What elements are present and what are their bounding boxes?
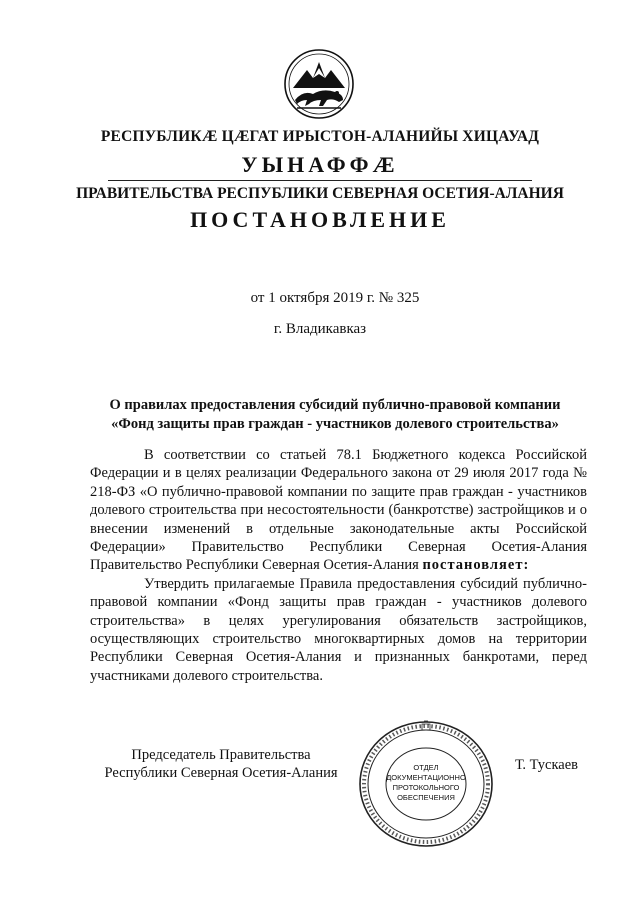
body-paragraph-1-text: В соответствии со статьей 78.1 Бюджетного кодекса Российской Федерации и в целях реализации Федерального закона от 29 июля 2017 года № 218-ФЗ «О публично-правовой компании по защите прав граждан - участников долевого строительства при несостоятельности (банкротстве) застройщиков и о внесении изменений в отдельные законодательные акты Российской Федерации» Правительство Республики Северная Осетия-Алания Правительство Республики Северная Осетия-Алания (90, 447, 587, 574)
resolution-keyword: постановляет: (422, 557, 530, 574)
signatory-position-line-1: Председатель Правительства (131, 747, 311, 763)
stamp-center-line-1: ОТДЕЛ (413, 763, 439, 772)
official-stamp-icon (356, 718, 496, 850)
signatory-position-line-2: Республики Северная Осетия-Алания (104, 765, 338, 781)
header-ossetian-line: РЕСПУБЛИКӔ ЦӔГАТ ИРЫСТОН-АЛАНИЙЫ ХИЦАУАД (100, 128, 540, 145)
signatory-position (90, 746, 352, 782)
header-russian-line: ПРАВИТЕЛЬСТВА РЕСПУБЛИКИ СЕВЕРНАЯ ОСЕТИЯ-АЛАНИЯ (76, 185, 564, 202)
body-paragraph-2: Утвердить прилагаемые Правила предоставления субсидий публично-правовой компании «Фонд защиты прав граждан - участников долевого строительства» в целях урегулирования обязательств застройщиков, осуществляющих строительство многоквартирных домов на территории Республики Северная Осетия-Алания и признанных банкротами, перед участниками долевого строительства. (90, 575, 587, 684)
header-ossetian-doc-type: УЫНАФФӔ (241, 152, 399, 177)
stamp-center-line-3: ПРОТОКОЛЬНОГО (392, 783, 460, 792)
document-date-number: от 1 октября 2019 г. № 325 (250, 290, 420, 306)
document-subject (90, 396, 580, 434)
stamp-center-line-4: ОБЕСПЕЧЕНИЯ (397, 793, 455, 802)
header-divider (108, 180, 532, 181)
document-body (90, 446, 587, 685)
subject-line-2: «Фонд защиты прав граждан - участников долевого строительства» (111, 416, 559, 432)
header-russian-doc-type: ПОСТАНОВЛЕНИЕ (190, 207, 450, 232)
signatory-name: Т. Тускаев (515, 757, 579, 773)
document-city: г. Владикавказ (273, 321, 367, 337)
stamp-center-line-2: ДОКУМЕНТАЦИОННО (386, 773, 466, 782)
coat-of-arms-icon (283, 48, 355, 120)
body-paragraph-1 (90, 446, 587, 575)
subject-line-1: О правилах предоставления субсидий публично-правовой компании (109, 397, 561, 413)
